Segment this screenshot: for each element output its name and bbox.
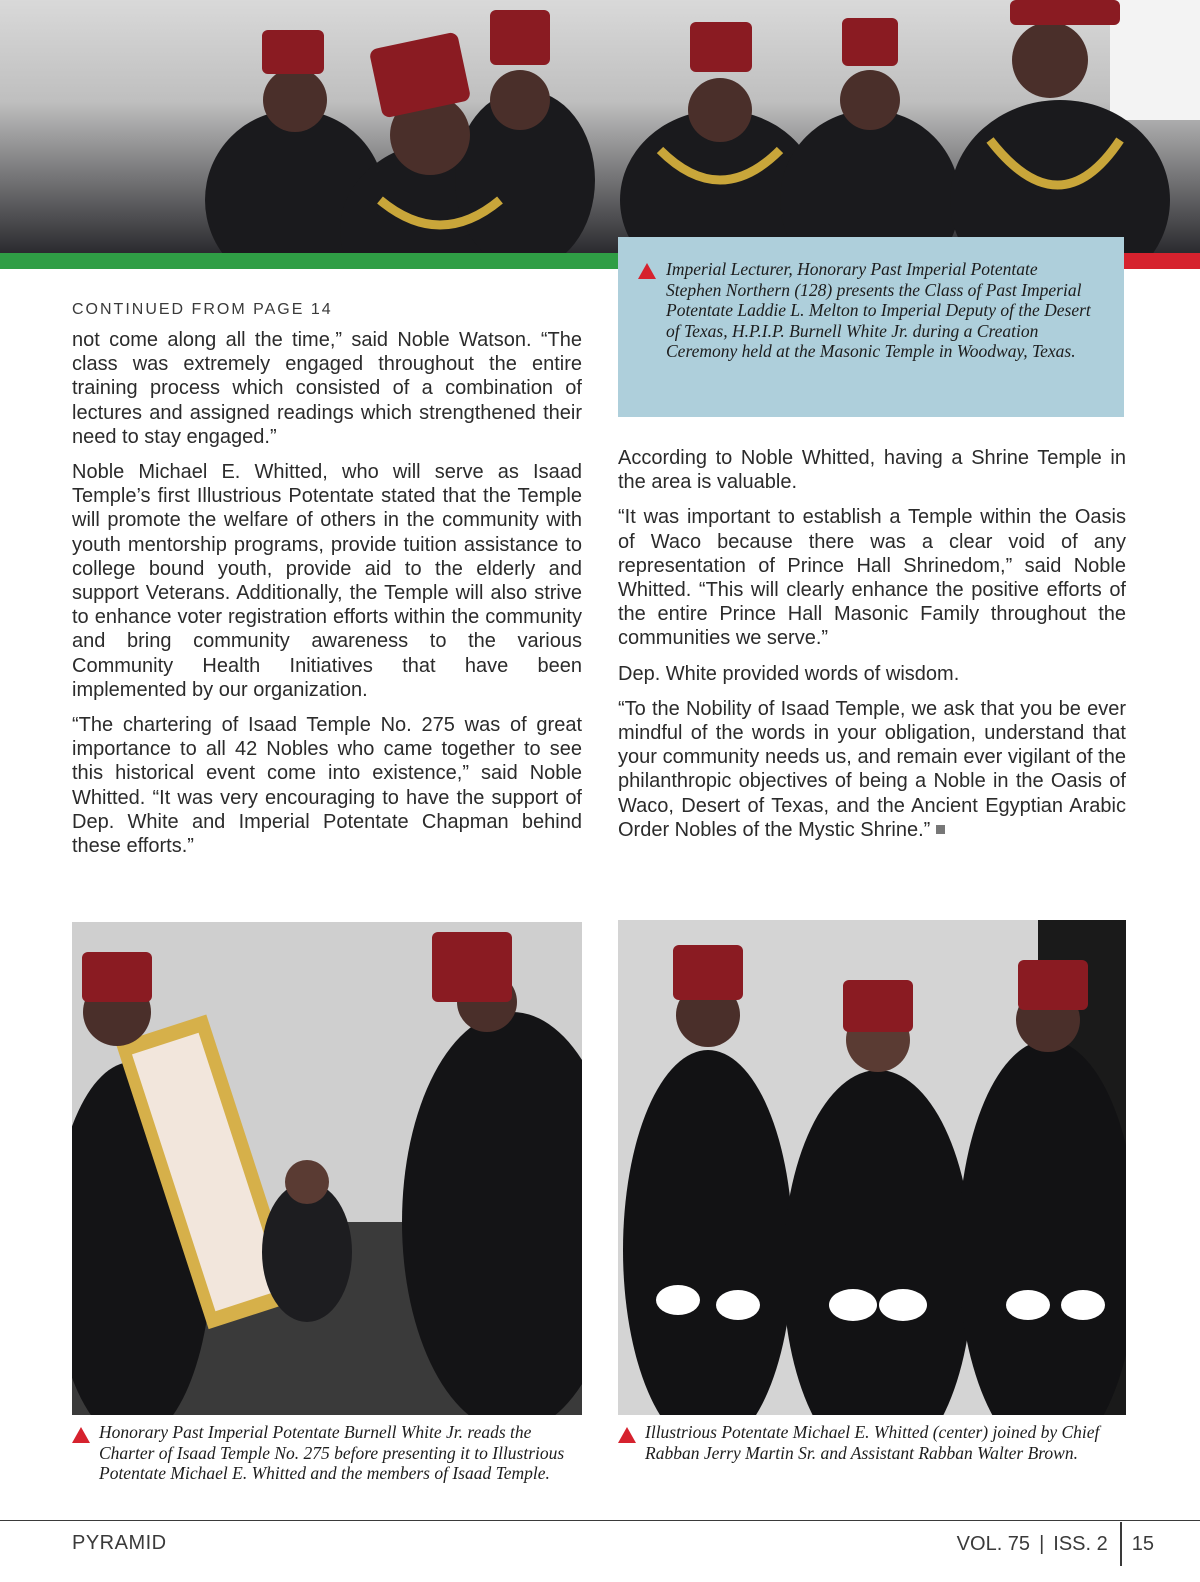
paragraph: Noble Michael E. Whitted, who will serve as Isaad Temple’s first Illustrious Potentate stated that the Temple will promote the welfare of others in the community with youth mentorship programs, provide tuition assistance to college bound youth, provide aid to the elderly and support Veterans. Additionally, the Temple will also strive to enhance voter registration efforts within the community and bring community awareness to the various Community Health Initiatives that have been implemented by our organization. [72, 461, 582, 701]
charter-photo-caption [72, 1422, 582, 1484]
charter-photo-figures [72, 922, 582, 1415]
volume-label: VOL. 75 [956, 1532, 1031, 1555]
publication-name: PYRAMID [72, 1532, 167, 1554]
page-number: 15 [1131, 1532, 1154, 1555]
red-accent-stripe [1118, 253, 1200, 269]
officers-photo-figures [618, 920, 1126, 1415]
red-triangle-icon [618, 1427, 636, 1443]
issue-info [957, 1522, 1154, 1566]
end-mark-icon [936, 825, 945, 834]
separator: | [1039, 1532, 1045, 1555]
officers-photo-caption [618, 1422, 1126, 1463]
continued-label: CONTINUED FROM PAGE 14 [72, 301, 333, 318]
green-accent-stripe [0, 253, 620, 269]
caption-text: Illustrious Potentate Michael E. Whitted (center) joined by Chief Rabban Jerry Martin Sr. and Assistant Rabban Walter Brown. [645, 1422, 1100, 1463]
top-photo-figures [0, 0, 1200, 253]
paragraph: not come along all the time,” said Noble Watson. “The class was extremely engaged throughout the entire training process which consisted of a combination of lectures and assigned readings which strengthened their need to stay engaged.” [72, 329, 582, 448]
paragraph: According to Noble Whitted, having a Shrine Temple in the area is valuable. [618, 447, 1126, 494]
paragraph-text: “To the Nobility of Isaad Temple, we ask that you be ever mindful of the words in your obligation, understand that your community needs us, and remain ever vigilant of the philanthropic objectives of being a Noble in the Oasis of Waco, Desert of Texas, and the Ancient Egyptian Arabic Order Nobles of the Mystic Shrine.” [618, 697, 1126, 841]
page-divider [1120, 1522, 1122, 1566]
footer-rule [0, 1520, 1200, 1521]
top-photo [0, 0, 1200, 253]
paragraph: “It was important to establish a Temple within the Oasis of Waco because there was a clear void of any representation of Prince Hall Shrinedom,” said Noble Whitted. “This will clearly enhance the positive efforts of the entire Prince Hall Masonic Family throughout the communities we serve.” [618, 506, 1126, 650]
paragraph-closing [618, 697, 1126, 842]
issue-label: ISS. 2 [1053, 1532, 1108, 1555]
red-triangle-icon [638, 263, 656, 279]
top-caption: Imperial Lecturer, Honorary Past Imperial Potentate Stephen Northern (128) presents the Class of Past Imperial Potentate Laddie L. Melton to Imperial Deputy of the Desert of Texas, H.P.I.P. Burnell White Jr. during a Creation Ceremony held at the Masonic Temple in Woodway, Texas. [666, 259, 1091, 361]
charter-reading-photo [72, 922, 582, 1415]
top-caption-box [618, 237, 1124, 417]
paragraph: “The chartering of Isaad Temple No. 275 was of great importance to all 42 Nobles who came together to see this historical event come into existence,” said Noble Whitted. “It was very encouraging to have the support of Dep. White and Imperial Potentate Chapman behind these efforts.” [72, 714, 582, 858]
caption-text: Honorary Past Imperial Potentate Burnell White Jr. reads the Charter of Isaad Temple No. 275 before presenting it to Illustrious Potentate Michael E. Whitted and the members of Isaad Temple. [99, 1422, 565, 1483]
red-triangle-icon [72, 1427, 90, 1443]
officers-photo [618, 920, 1126, 1415]
right-column [618, 446, 1126, 853]
left-column [72, 328, 582, 869]
paragraph: Dep. White provided words of wisdom. [618, 662, 960, 685]
